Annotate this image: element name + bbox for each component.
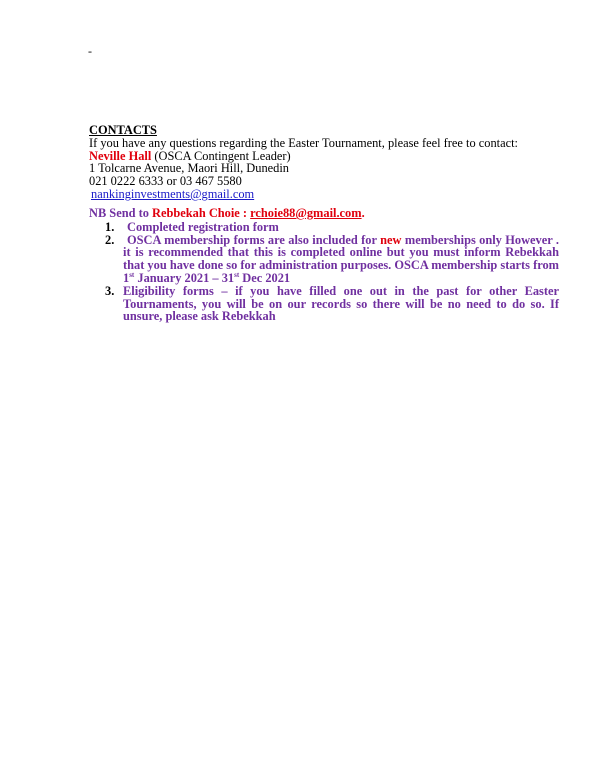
superscript: st <box>129 270 135 279</box>
list-item <box>89 285 559 323</box>
list-text: Completed registration form <box>127 219 279 234</box>
contacts-intro: If you have any questions regarding the Easter Tournament, please feel free to contact: <box>89 135 518 150</box>
nb-email-link[interactable]: rchoie88@gmail.com <box>250 206 362 220</box>
nb-line <box>89 207 559 220</box>
superscript: st <box>234 270 240 279</box>
list-number: 3. <box>105 283 115 298</box>
list-number: 2. <box>105 232 115 247</box>
list-text-part: January 2021 – 31 <box>137 270 235 285</box>
nb-recipient: Rebbekah Choie : <box>152 206 248 220</box>
list-item <box>89 234 559 285</box>
list-text: Eligibility forms – if you have filled one out in the past for other Easter Tournaments, you will be on our records so there will be no need to do so. If unsure, please ask Rebekkah <box>123 283 559 324</box>
top-dash-mark: - <box>88 44 92 58</box>
list-number: 1. <box>105 219 115 234</box>
contact-phone: 021 0222 6333 or 03 467 5580 <box>89 174 242 189</box>
list-text-highlight: new <box>380 232 402 247</box>
contact-name: Neville Hall <box>89 148 152 163</box>
list-text-part: Dec 2021 <box>242 270 291 285</box>
list-text-part: memberships only However . it is recommended that this is completed online but you must inform Rebekkah that you have done so for administration purposes. OSCA membership starts from 1 <box>123 232 559 285</box>
contact-email-link[interactable]: nankinginvestments@gmail.com <box>91 186 255 201</box>
nb-email-suffix: . <box>361 206 365 220</box>
nb-prefix: NB Send to <box>89 206 149 220</box>
contacts-heading: CONTACTS <box>89 123 157 137</box>
nb-list <box>89 221 559 323</box>
list-text <box>123 234 559 285</box>
contact-role: (OSCA Contingent Leader) <box>154 148 291 163</box>
contacts-section <box>89 124 569 201</box>
nb-section <box>89 207 559 323</box>
list-text-part: OSCA membership forms are also included for <box>127 232 377 247</box>
contact-address: 1 Tolcarne Avenue, Maori Hill, Dunedin <box>89 161 289 176</box>
